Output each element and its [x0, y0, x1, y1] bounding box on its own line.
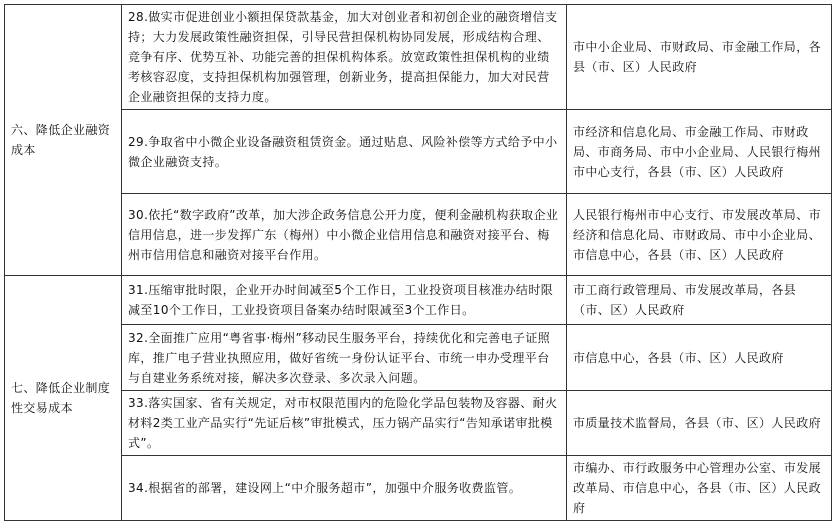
measure-cell: 31.压缩审批时限，企业开办时间减至5个工作日，工业投资项目核准办结时限减至10个工作日，工业投资项目备案办结时限减至3个工作日。 [122, 276, 567, 325]
table-row [5, 5, 832, 110]
table-row [5, 456, 832, 521]
department-cell: 人民银行梅州市中心支行、市发展改革局、市经济和信息化局、市财政局、市中小企业局、市信息中心，各县（市、区）人民政府 [567, 194, 832, 276]
table-row [5, 110, 832, 194]
department-cell: 市编办、市行政服务中心管理办公室、市发展改革局、市信息中心，各县（市、区）人民政府 [567, 456, 832, 521]
measure-cell: 30.依托“数字政府”改革，加大涉企政务信息公开力度，便利金融机构获取企业信用信息，进一步发挥广东（梅州）中小微企业信用信息和融资对接平台、梅州市信用信息和融资对接平台作用。 [122, 194, 567, 276]
department-cell: 市经济和信息化局、市金融工作局、市财政局、市商务局、市中小企业局、人民银行梅州市中心支行，各县（市、区）人民政府 [567, 110, 832, 194]
department-cell: 市工商行政管理局、市发展改革局，各县（市、区）人民政府 [567, 276, 832, 325]
category-cell: 七、降低企业制度性交易成本 [5, 276, 122, 521]
policy-table [4, 4, 832, 521]
table-row [5, 325, 832, 391]
table-row [5, 391, 832, 456]
measure-cell: 33.落实国家、省有关规定，对市权限范围内的危险化学品包装物及容器、耐火材料2类工业产品实行“先证后核”审批模式，压力锅产品实行“告知承诺审批模式”。 [122, 391, 567, 456]
department-cell: 市质量技术监督局，各县（市、区）人民政府 [567, 391, 832, 456]
measure-cell: 28.做实市促进创业小额担保贷款基金，加大对创业者和初创企业的融资增信支持；大力发展政策性融资担保，引导民营担保机构协同发展，形成结构合理、竞争有序、优势互补、功能完善的担保机构体系。放宽政策性担保机构的业绩考核容忍度，支持担保机构加强管理，创新业务，提高担保能力，加大对民营企业融资担保的支持力度。 [122, 5, 567, 110]
department-cell: 市中小企业局、市财政局、市金融工作局，各县（市、区）人民政府 [567, 5, 832, 110]
measure-cell: 29.争取省中小微企业设备融资租赁资金。通过贴息、风险补偿等方式给予中小微企业融资支持。 [122, 110, 567, 194]
category-cell: 六、降低企业融资成本 [5, 5, 122, 276]
table-row [5, 194, 832, 276]
table-row [5, 276, 832, 325]
measure-cell: 32.全面推广应用“粤省事·梅州”移动民生服务平台，持续优化和完善电子证照库，推广电子营业执照应用，做好省统一身份认证平台、市统一申办受理平台与自建业务系统对接，解决多次登录、多次录入问题。 [122, 325, 567, 391]
measure-cell: 34.根据省的部署，建设网上“中介服务超市”，加强中介服务收费监管。 [122, 456, 567, 521]
department-cell: 市信息中心，各县（市、区）人民政府 [567, 325, 832, 391]
